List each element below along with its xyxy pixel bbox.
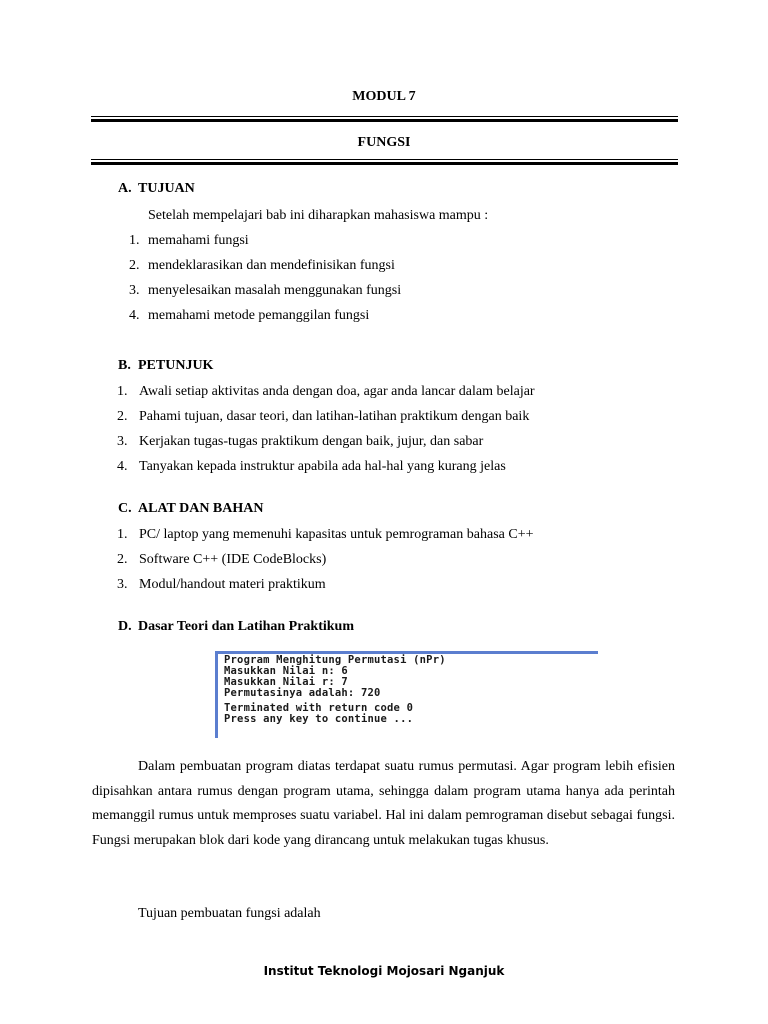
section-d-letter: D. [118, 619, 132, 634]
list-item-number: 4. [129, 308, 140, 323]
title-rule-bottom-thick [91, 162, 678, 165]
body-paragraph-2: Tujuan pembuatan fungsi adalah [138, 906, 321, 921]
list-item: Pahami tujuan, dasar teori, dan latihan-latihan praktikum dengan baik [139, 409, 530, 424]
list-item-number: 1. [129, 233, 140, 248]
list-item-number: 3. [117, 434, 128, 449]
section-b-heading: PETUNJUK [138, 358, 214, 373]
section-b-letter: B. [118, 358, 131, 373]
body-paragraph: Dalam pembuatan program diatas terdapat suatu rumus permutasi. Agar program lebih efisien dipisahkan antara rumus dengan program utama, sehingga dalam program utama hanya ada perintah memanggil rumus untuk memproses suatu variabel. Hal ini dalam pemrograman disebut sebagai fungsi. Fungsi merupakan blok dari kode yang dirancang untuk melakukan tugas khusus. [92, 759, 675, 848]
list-item: Modul/handout materi praktikum [139, 577, 326, 592]
list-item: PC/ laptop yang memenuhi kapasitas untuk pemrograman bahasa C++ [139, 527, 534, 542]
module-title: MODUL 7 [352, 89, 416, 104]
list-item: menyelesaikan masalah menggunakan fungsi [148, 283, 402, 298]
list-item: memahami fungsi [148, 233, 249, 248]
terminal-line: Press any key to continue ... [224, 713, 414, 725]
page-footer: Institut Teknologi Mojosari Nganjuk [263, 964, 505, 978]
list-item: Software C++ (IDE CodeBlocks) [139, 552, 327, 567]
list-item-number: 3. [129, 283, 140, 298]
section-a-intro: Setelah mempelajari bab ini diharapkan mahasiswa mampu : [148, 208, 489, 223]
section-c-heading: ALAT DAN BAHAN [138, 501, 264, 516]
list-item-number: 1. [117, 527, 128, 542]
list-item: Kerjakan tugas-tugas praktikum dengan baik, jujur, dan sabar [139, 434, 484, 449]
list-item-number: 2. [129, 258, 140, 273]
list-item-number: 4. [117, 459, 128, 474]
terminal-line: Program Menghitung Permutasi (nPr) [224, 654, 446, 666]
chapter-title: FUNGSI [357, 135, 411, 150]
terminal-output-screenshot [218, 651, 598, 741]
list-item-number: 1. [117, 384, 128, 399]
list-item-number: 2. [117, 409, 128, 424]
list-item: Awali setiap aktivitas anda dengan doa, agar anda lancar dalam belajar [139, 384, 535, 399]
list-item: mendeklarasikan dan mendefinisikan fungsi [148, 258, 395, 273]
section-d-heading: Dasar Teori dan Latihan Praktikum [138, 619, 355, 634]
list-item: Tanyakan kepada instruktur apabila ada hal-hal yang kurang jelas [139, 459, 506, 474]
terminal-line: Terminated with return code 0 [224, 702, 414, 714]
section-c-letter: C. [118, 501, 132, 516]
section-a-heading: TUJUAN [138, 181, 195, 196]
title-rule-top-thin [91, 116, 678, 117]
terminal-line: Permutasinya adalah: 720 [224, 687, 381, 699]
section-a-letter: A. [118, 181, 132, 196]
title-rule-top-thick [91, 119, 678, 122]
terminal-line: Masukkan Nilai r: 7 [224, 676, 348, 688]
list-item-number: 2. [117, 552, 128, 567]
terminal-line: Masukkan Nilai n: 6 [224, 665, 348, 677]
list-item-number: 3. [117, 577, 128, 592]
list-item: memahami metode pemanggilan fungsi [148, 308, 370, 323]
title-rule-bottom-thin [91, 159, 678, 160]
